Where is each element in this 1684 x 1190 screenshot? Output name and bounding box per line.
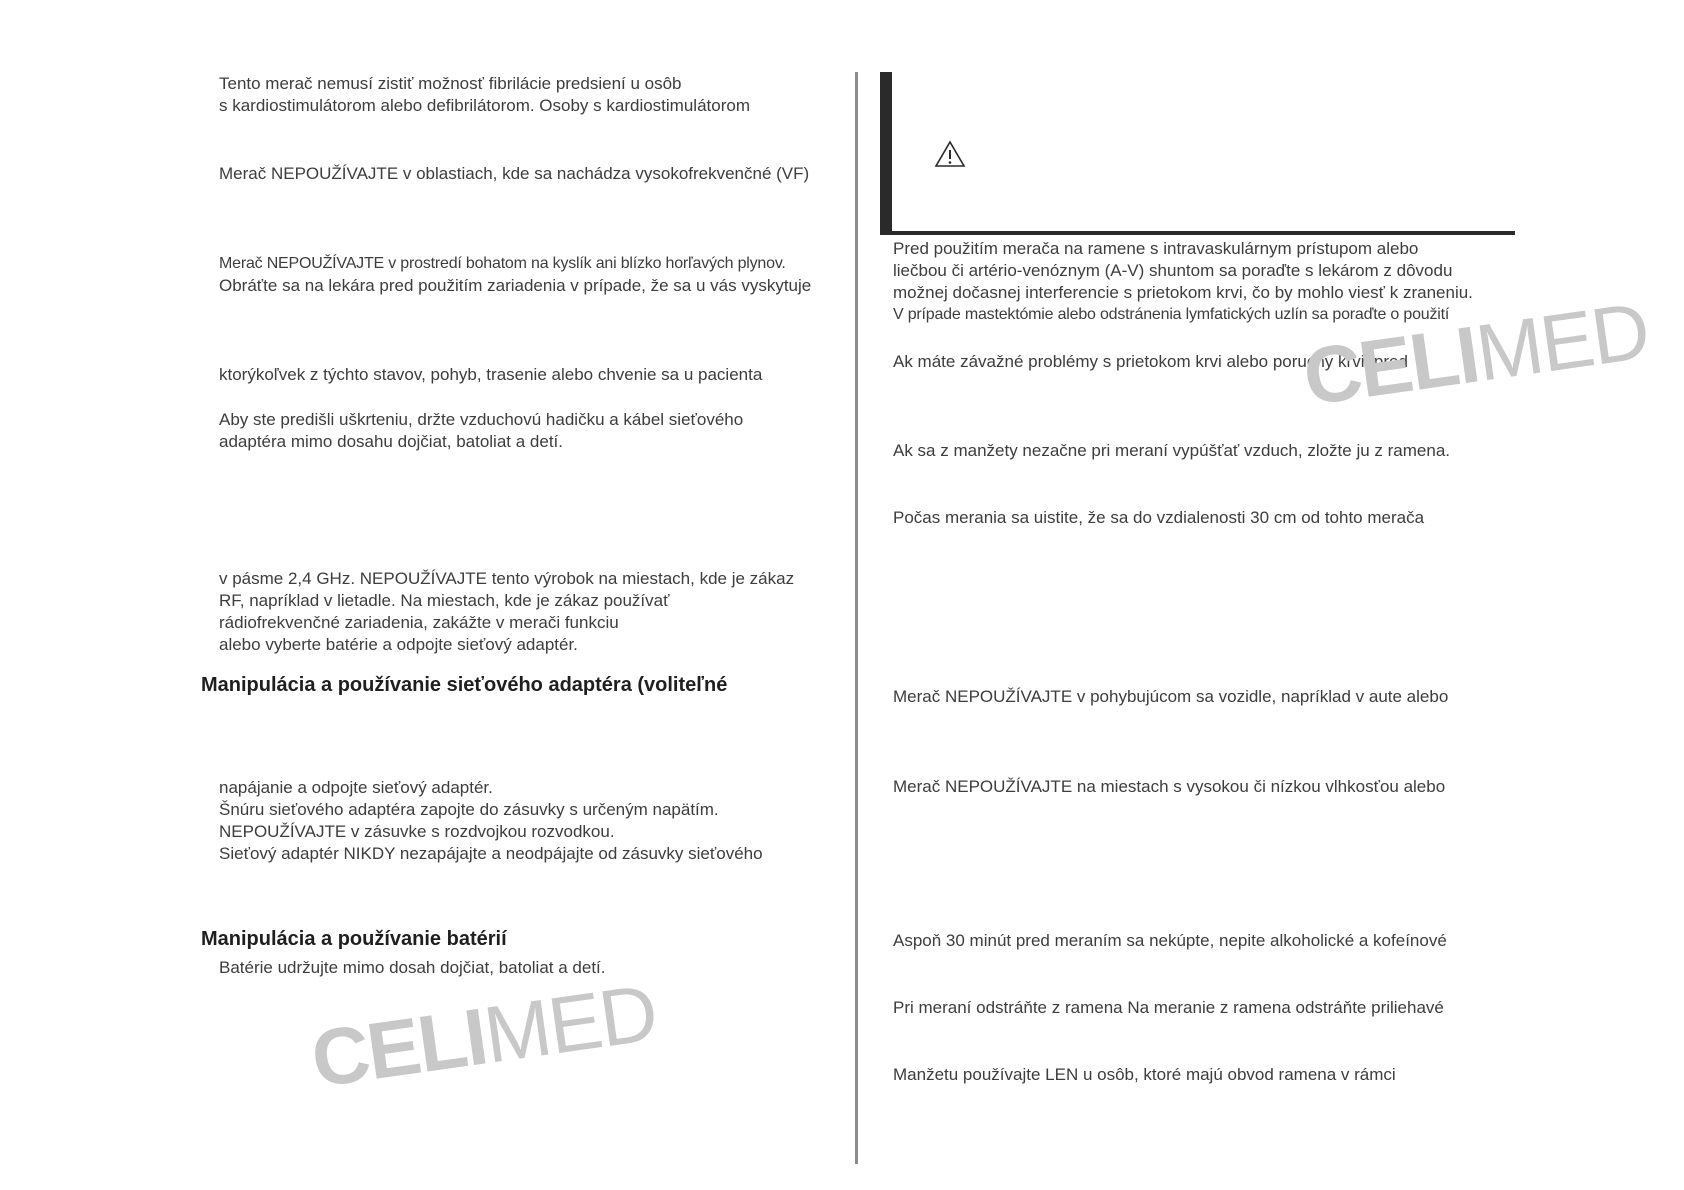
right-p2-line1: Ak máte závažné problémy s prietokom krvi alebo poruchy krvi, pred (893, 352, 1408, 371)
left-p6-line2: RF, napríklad v lietadle. Na miestach, kde je zákaz používať (219, 591, 670, 610)
right-p3-line1: Ak sa z manžety nezačne pri meraní vypúšťať vzduch, zložte ju z ramena. (893, 441, 1450, 460)
right-p1-line4: V prípade mastektómie alebo odstránenia lymfatických uzlín sa poraďte o použití (893, 306, 1450, 323)
left-p7-line1: napájanie a odpojte sieťový adaptér. (219, 778, 493, 797)
left-p1-line2: s kardiostimulátorom alebo defibrilátorom. Osoby s kardiostimulátorom (219, 96, 750, 115)
right-p6-line1: Merač NEPOUŽÍVAJTE na miestach s vysokou či nízkou vlhkosťou alebo (893, 777, 1446, 796)
left-p5-line2: adaptéra mimo dosahu dojčiat, batoliat a detí. (219, 432, 563, 451)
left-p3-line1: Merač NEPOUŽÍVAJTE v prostredí bohatom na kyslík ani blízko horľavých plynov. (219, 255, 786, 272)
celimed-watermark (306, 967, 662, 1104)
watermark-bold: CELI (306, 991, 492, 1104)
warning-triangle-icon (934, 140, 966, 168)
right-p7-line1: Aspoň 30 minút pred meraním sa nekúpte, nepite alkoholické a kofeínové (893, 931, 1447, 950)
right-p1-line2: liečbou či artério-venóznym (A-V) shuntom sa poraďte s lekárom z dôvodu (893, 261, 1453, 280)
watermark-light: MED (1470, 285, 1654, 398)
left-p6-line4: alebo vyberte batérie a odpojte sieťový adaptér. (219, 635, 578, 654)
left-p7-line2: Šnúru sieťového adaptéra zapojte do zásuvky s určeným napätím. (219, 800, 719, 819)
left-p1-line1: Tento merač nemusí zistiť možnosť fibrilácie predsiení u osôb (219, 74, 682, 93)
left-p6-line3: rádiofrekvenčné zariadenia, zakážte v merači funkciu (219, 613, 619, 632)
right-p9-line1: Manžetu používajte LEN u osôb, ktoré majú obvod ramena v rámci (893, 1065, 1396, 1084)
left-p3-line2: Obráťte sa na lekára pred použitím zariadenia v prípade, že sa u vás vyskytuje (219, 276, 812, 295)
section-heading-adapter: Manipulácia a používanie sieťového adaptéra (voliteľné (201, 674, 728, 696)
right-p4-line1: Počas merania sa uistite, že sa do vzdialenosti 30 cm od tohto merača (893, 508, 1425, 527)
left-p2-line1: Merač NEPOUŽÍVAJTE v oblastiach, kde sa nachádza vysokofrekvenčné (VF) (219, 164, 810, 183)
right-p1-line1: Pred použitím merača na ramene s intravaskulárnym prístupom alebo (893, 239, 1419, 258)
right-p8-line1: Pri meraní odstráňte z ramena Na meranie z ramena odstráňte priliehavé (893, 998, 1444, 1017)
left-p4-line1: ktorýkoľvek z týchto stavov, pohyb, trasenie alebo chvenie sa u pacienta (219, 365, 763, 384)
left-p7-line4: Sieťový adaptér NIKDY nezapájajte a neodpájajte od zásuvky sieťového (219, 844, 763, 863)
left-p6-line1: v pásme 2,4 GHz. NEPOUŽÍVAJTE tento výrobok na miestach, kde je zákaz (219, 569, 795, 588)
watermark-bold: CELI (1298, 309, 1484, 422)
right-p1-line3: možnej dočasnej interferencie s prietokom krvi, čo by mohlo viesť k zraneniu. (893, 283, 1473, 302)
left-p5-line1: Aby ste predišli uškrteniu, držte vzduchovú hadičku a kábel sieťového (219, 410, 744, 429)
section-heading-batteries: Manipulácia a používanie batérií (201, 928, 507, 950)
left-p7-line3: NEPOUŽÍVAJTE v zásuvke s rozdvojkou rozvodkou. (219, 822, 615, 841)
watermark-light: MED (478, 967, 662, 1080)
warning-box-underline (880, 231, 1515, 235)
warning-box-bar (880, 72, 892, 234)
left-p8-line1: Batérie udržujte mimo dosah dojčiat, batoliat a detí. (219, 958, 606, 977)
column-divider (855, 72, 858, 1164)
right-p5-line1: Merač NEPOUŽÍVAJTE v pohybujúcom sa vozidle, napríklad v aute alebo (893, 687, 1449, 706)
